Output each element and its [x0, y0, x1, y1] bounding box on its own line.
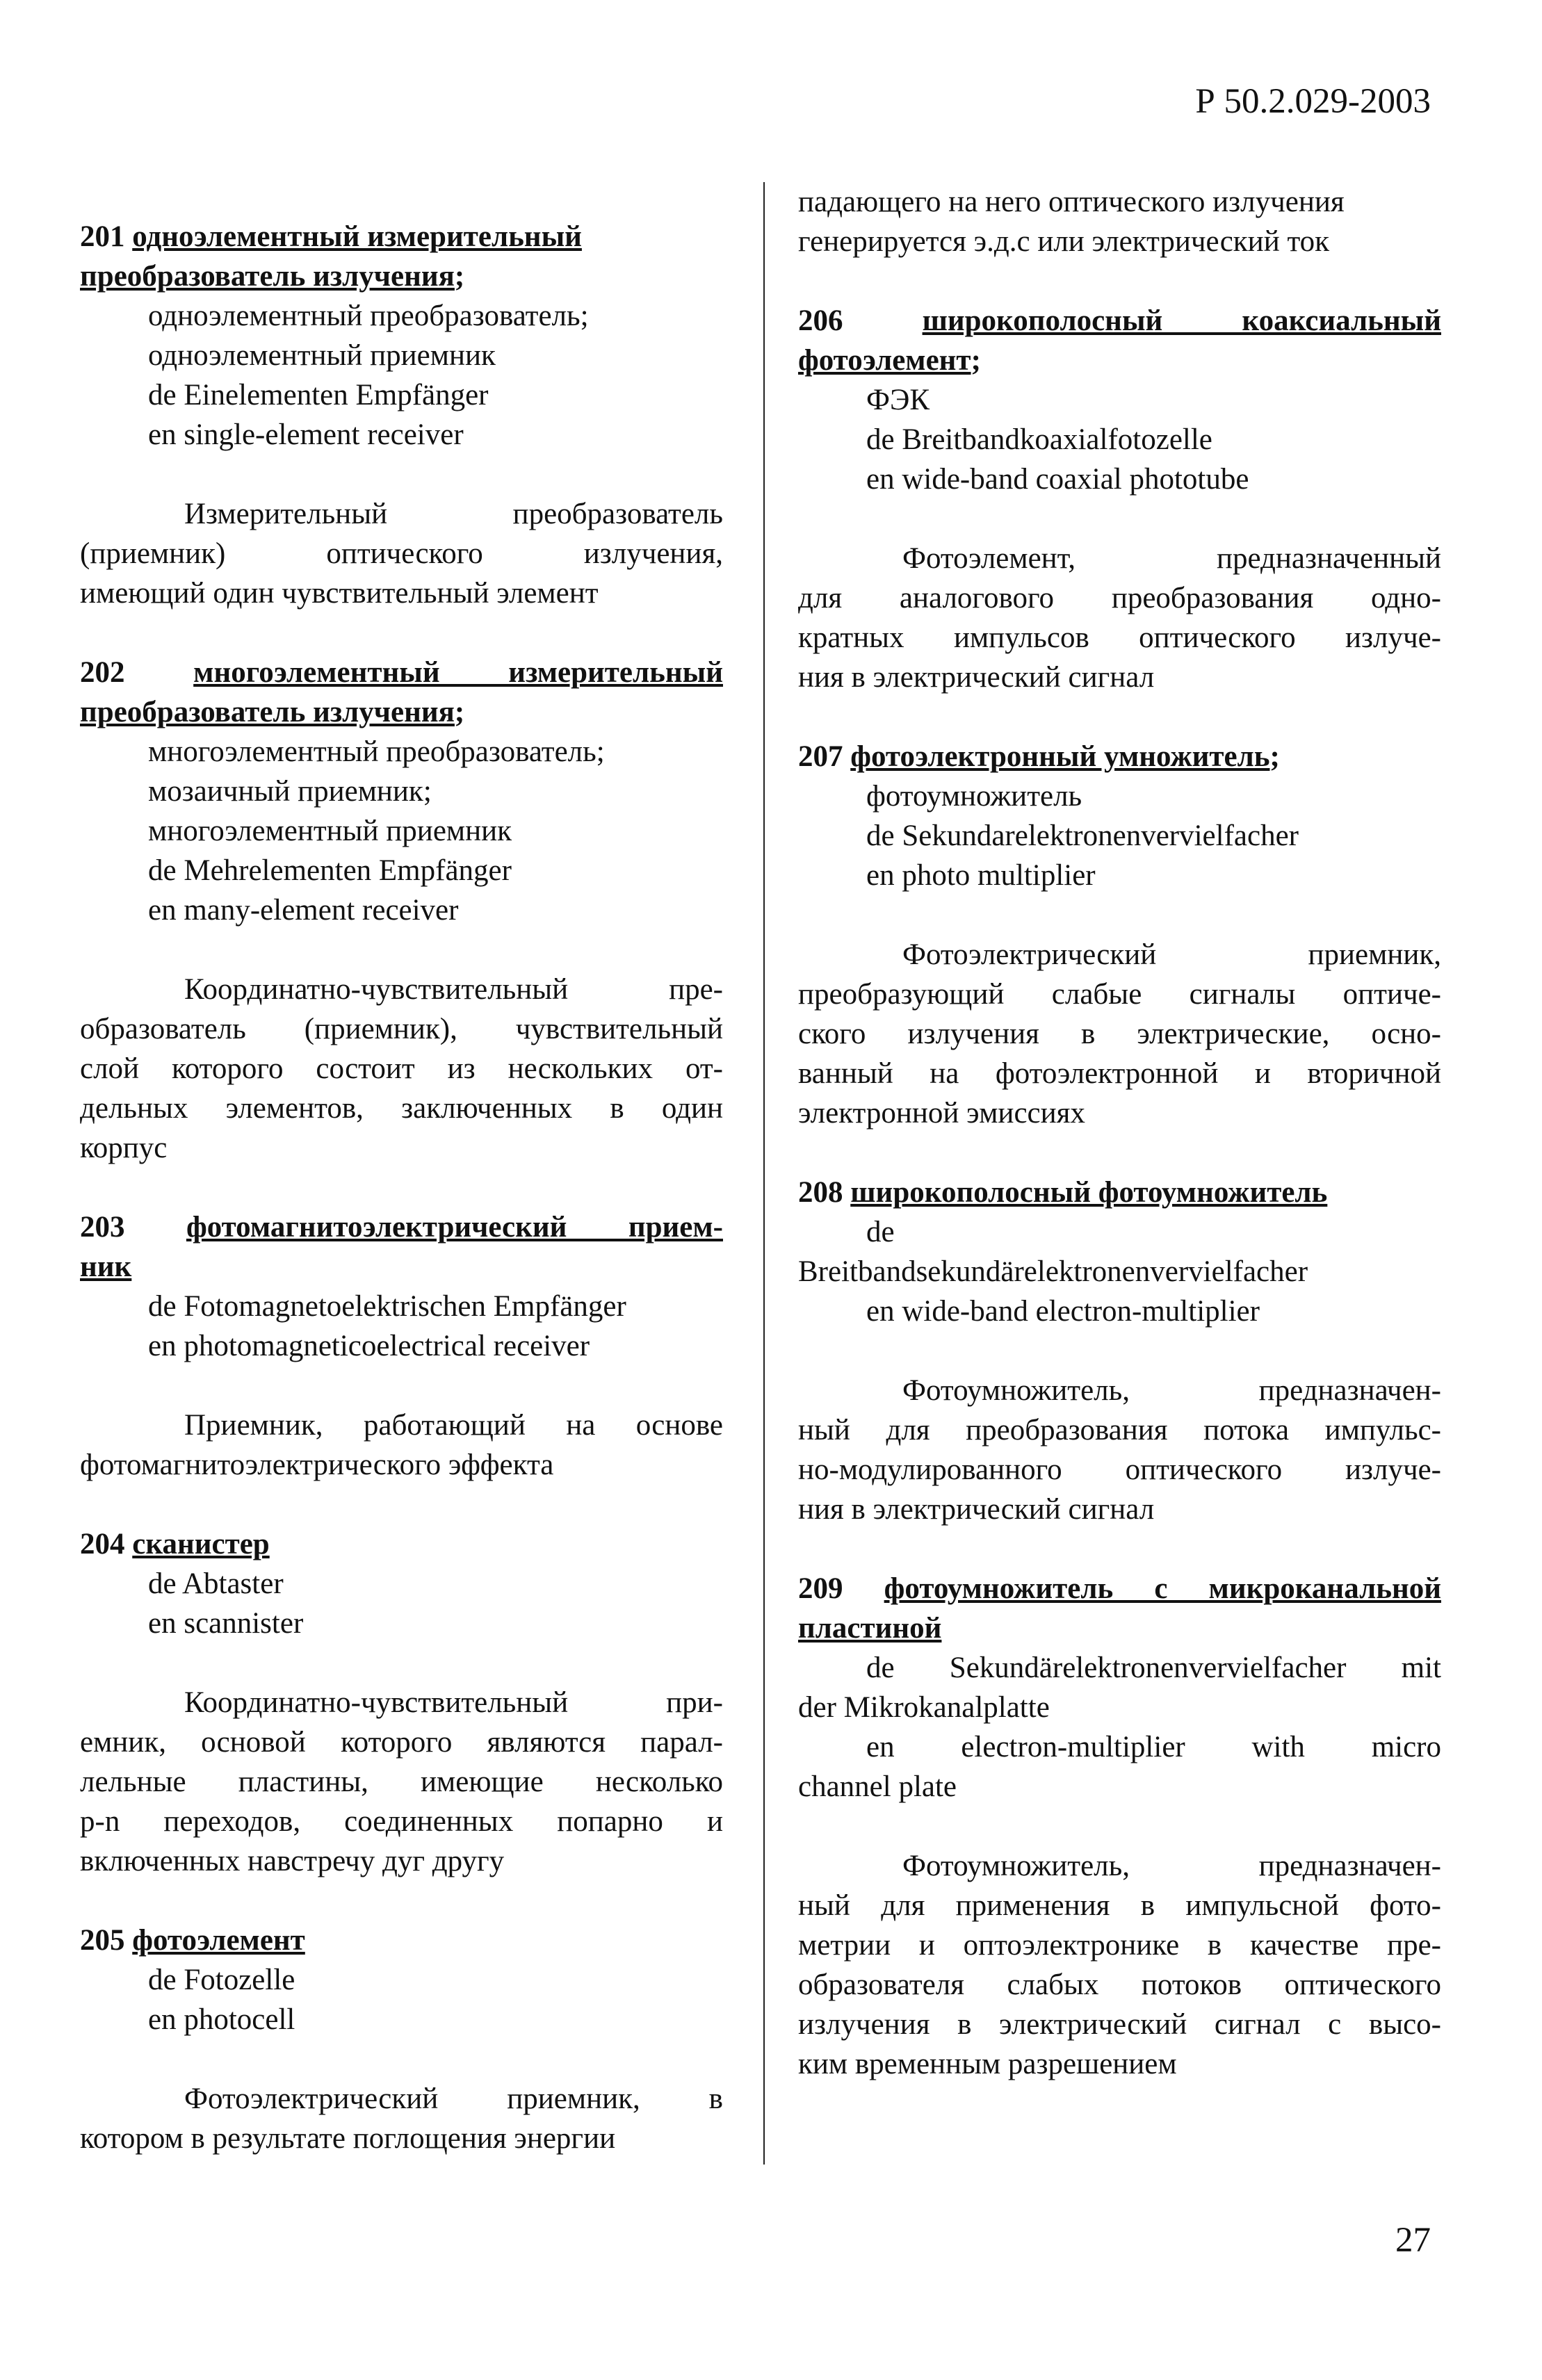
synonym-de: de Einelementen Empfänger — [148, 379, 489, 411]
definition: образователя слабых потоков оптического — [798, 1969, 1441, 2001]
definition: ния в электрический сигнал — [798, 1493, 1155, 1526]
definition: фотомагнитоэлектрического эффекта — [80, 1449, 554, 1481]
synonym-de: de Mehrelementen Empfänger — [148, 854, 512, 887]
definition: Фотоэлемент, предназначенный — [902, 542, 1441, 575]
synonym-de: de Sekundarelektronenvervielfacher — [866, 820, 1299, 852]
definition: Измерительный преобразователь — [184, 498, 723, 530]
term-heading: 202 многоэлементный измерительный — [80, 656, 723, 689]
definition: ким временным разрешением — [798, 2048, 1177, 2080]
term-entry-203: 203 фотомагнитоэлектрический прием- ник de Fotomagnetoelektrischen Empfänger en photomagneticoelectrical receiver Приемник, работающий на основе фотомагнитоэлектрического эффекта — [80, 1207, 723, 1485]
definition: падающего на него оптического излучения — [798, 186, 1345, 218]
synonym: ФЭК — [866, 384, 930, 416]
term-entry-202: 202 многоэлементный измерительный преобразователь излучения; многоэлементный преобразователь; мозаичный приемник; многоэлементный приемник de Mehrelementen Empfänger en many-element receiver Координатно-чувствительный пре- образователь (приемник), чувствительный слой которого состоит из нескольких от- дельных элементов, заключенных в один корпус — [80, 653, 723, 1168]
synonym-en: en single-element receiver — [148, 418, 464, 451]
synonym-en: en electron-multiplier with micro — [866, 1731, 1441, 1763]
definition: Приемник, работающий на основе — [184, 1409, 723, 1442]
synonym: одноэлементный преобразователь; — [148, 300, 589, 332]
term-heading: 203 фотомагнитоэлектрический прием- — [80, 1211, 723, 1244]
term-heading: 207 фотоэлектронный умножитель; — [798, 740, 1280, 773]
definition-continuation — [798, 182, 1441, 261]
synonym-de: de — [866, 1216, 895, 1248]
synonym-en: en wide-band electron-multiplier — [866, 1295, 1260, 1328]
term-entry-206: 206 широкополосный коаксиальный фотоэлемент; ФЭК de Breitbandkoaxialfotozelle en wide-band coaxial phototube Фотоэлемент, предназначенный для аналогового преобразования одно- кратных импульсов оптического излуче- ния в электрический сигнал — [798, 301, 1441, 697]
definition: имеющий один чувствительный элемент — [80, 577, 599, 610]
synonym-en: en many-element receiver — [148, 894, 459, 927]
definition: Фотоумножитель, предназначен- — [902, 1374, 1441, 1407]
synonym-en: en photo multiplier — [866, 859, 1096, 892]
synonym: многоэлементный преобразователь; — [148, 735, 605, 768]
definition: излучения в электрический сигнал с высо- — [798, 2008, 1441, 2041]
definition: котором в результате поглощения энергии — [80, 2122, 616, 2155]
term-entry-204 — [80, 1524, 723, 1881]
term-heading: 206 широкополосный коаксиальный — [798, 304, 1441, 337]
definition: ный для преобразования потока импульс- — [798, 1414, 1441, 1446]
synonym-en: en scannister — [148, 1607, 304, 1640]
definition: кратных импульсов оптического излуче- — [798, 621, 1441, 654]
synonym-de: de Breitbandkoaxialfotozelle — [866, 423, 1212, 456]
synonym-en: en photocell — [148, 2003, 295, 2036]
right-column — [798, 182, 1441, 2124]
definition: корпус — [80, 1132, 168, 1164]
definition: (приемник) оптического излучения, — [80, 537, 723, 570]
synonym: одноэлементный приемник — [148, 339, 496, 372]
synonym-de: Breitbandsekundärelektronenvervielfacher — [798, 1255, 1308, 1288]
definition: Координатно-чувствительный при- — [184, 1686, 723, 1719]
definition: метрии и оптоэлектронике в качестве пре- — [798, 1929, 1441, 1962]
synonym-en: en wide-band coaxial phototube — [866, 463, 1249, 496]
column-divider — [763, 182, 765, 2165]
page-number: 27 — [1395, 2221, 1431, 2260]
definition: для аналогового преобразования одно- — [798, 582, 1441, 614]
definition: ния в электрический сигнал — [798, 661, 1155, 694]
term-entry-208 — [798, 1173, 1441, 1529]
synonym-de: der Mikrokanalplatte — [798, 1691, 1050, 1724]
term-heading: 204 сканистер — [80, 1528, 270, 1560]
definition: но-модулированного оптического излуче- — [798, 1453, 1441, 1486]
left-column — [80, 217, 723, 2198]
term-heading: 209 фотоумножитель с микроканальной — [798, 1572, 1441, 1605]
definition: Фотоэлектрический приемник, в — [184, 2082, 723, 2115]
definition: дельных элементов, заключенных в один — [80, 1092, 723, 1125]
definition: Фотоумножитель, предназначен- — [902, 1850, 1441, 1882]
synonym: мозаичный приемник; — [148, 775, 432, 808]
synonym: фотоумножитель — [866, 780, 1082, 813]
definition: емник, основой которого являются парал- — [80, 1726, 723, 1759]
synonym-en: channel plate — [798, 1770, 957, 1803]
synonym-de: de Abtaster — [148, 1567, 284, 1600]
definition: Фотоэлектрический приемник, — [902, 938, 1441, 971]
synonym-en: en photomagneticoelectrical receiver — [148, 1330, 590, 1362]
document-code: Р 50.2.029-2003 — [1195, 82, 1431, 121]
definition: лельные пластины, имеющие несколько — [80, 1766, 723, 1798]
definition: генерируется э.д.с или электрический ток — [798, 225, 1330, 258]
definition: слой которого состоит из нескольких от- — [80, 1052, 723, 1085]
term-entry-209: 209 фотоумножитель с микроканальной пластиной de Sekundärelektronenvervielfacher mit der Mikrokanalplatte en electron-multiplier with micro channel plate Фотоумножитель, предназначен- ный для применения в импульсной фото- метрии и оптоэлектронике в качестве пре- образователя слабых потоков оптического излучения в электрический сигнал с высо- ким временным разрешением — [798, 1569, 1441, 2084]
definition: Координатно-чувствительный пре- — [184, 973, 723, 1006]
synonym-de: de Fotozelle — [148, 1964, 295, 1996]
definition: преобразующий слабые сигналы оптиче- — [798, 978, 1441, 1011]
synonym: многоэлементный приемник — [148, 815, 512, 847]
definition: включенных навстречу дуг другу — [80, 1845, 505, 1877]
definition: ванный на фотоэлектронной и вторичной — [798, 1057, 1441, 1090]
term-heading: 201 одноэлементный измерительный — [80, 220, 582, 253]
definition: ный для применения в импульсной фото- — [798, 1889, 1441, 1922]
definition: ского излучения в электрические, осно- — [798, 1018, 1441, 1050]
definition: электронной эмиссиях — [798, 1097, 1085, 1130]
term-heading: 208 широкополосный фотоумножитель — [798, 1176, 1328, 1209]
synonym-de: de Fotomagnetoelektrischen Empfänger — [148, 1290, 626, 1323]
definition: p-n переходов, соединенных попарно и — [80, 1805, 723, 1838]
synonym-de: de Sekundärelektronenvervielfacher mit — [866, 1652, 1441, 1684]
term-heading: 205 фотоэлемент — [80, 1924, 305, 1957]
term-entry-207 — [798, 737, 1441, 1133]
term-entry-201: 201 одноэлементный измерительный преобразователь излучения; одноэлементный преобразователь; одноэлементный приемник de Einelementen Empfänger en single-element receiver Измерительный преобразователь (приемник) оптического излучения, имеющий один чувствительный элемент — [80, 217, 723, 613]
term-entry-205 — [80, 1921, 723, 2158]
definition: образователь (приемник), чувствительный — [80, 1013, 723, 1045]
